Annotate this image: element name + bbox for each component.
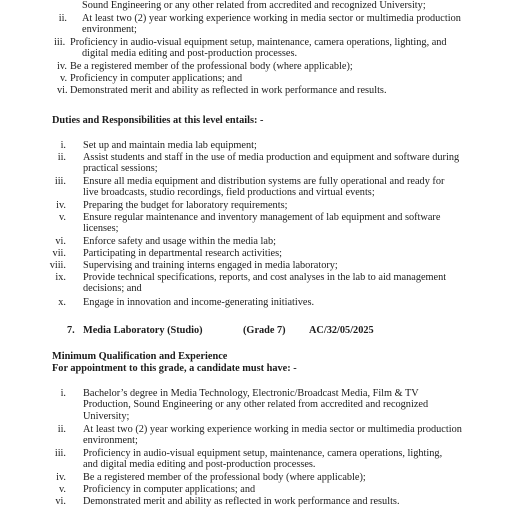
list-item-line: Demonstrated merit and ability as reflected in work performance and results. xyxy=(70,85,387,96)
list-item-line: Demonstrated merit and ability as reflected in work performance and results. xyxy=(83,496,400,507)
list-item-number: iii. xyxy=(54,176,66,187)
list-item-number: ix. xyxy=(55,272,66,283)
list-item-number: iii. xyxy=(54,37,66,48)
list-item-line: digital media editing and post-production processes. xyxy=(82,48,298,59)
position-reference: AC/32/05/2025 xyxy=(309,325,374,336)
list-item-line: Proficiency in computer applications; and xyxy=(70,73,243,84)
list-item-line: Proficiency in audio-visual equipment setup, maintenance, camera operations, lighting, xyxy=(83,448,443,459)
list-item-line: practical sessions; xyxy=(83,163,158,174)
list-item-number: ii. xyxy=(57,152,66,163)
position-title: Media Laboratory (Studio) xyxy=(83,325,203,336)
position-number: 7. xyxy=(67,325,75,336)
list-item-line: Engage in innovation and income-generating initiatives. xyxy=(83,297,315,308)
list-item-line: environment; xyxy=(83,435,138,446)
list-item-line: Ensure all media equipment and distribution systems are fully operational and ready for xyxy=(83,176,445,187)
list-item-line: Production, Sound Engineering or any other related from accredited and recognized xyxy=(83,399,429,410)
list-item-line: Assist students and staff in the use of media production and equipment and software during xyxy=(83,152,460,163)
list-item-number: vi. xyxy=(55,236,66,247)
list-item-text: Sound Engineering or any other related from accredited and recognized University; xyxy=(82,0,426,11)
list-item-line: At least two (2) year working experience working in media sector or multimedia production xyxy=(83,424,462,435)
list-item-line: licenses; xyxy=(83,223,119,234)
list-item-number: iv. xyxy=(57,61,67,72)
qualification-heading: Minimum Qualification and Experience xyxy=(52,351,228,362)
list-item-number: x. xyxy=(58,297,66,308)
list-item-line: decisions; and xyxy=(83,283,142,294)
list-item-line: and digital media editing and post-production processes. xyxy=(83,459,316,470)
list-item-line: Set up and maintain media lab equipment; xyxy=(83,140,257,151)
list-item-number: vi. xyxy=(55,496,66,507)
list-item-number: i. xyxy=(60,140,66,151)
list-item-number: v. xyxy=(58,212,66,223)
position-grade: (Grade 7) xyxy=(243,325,286,336)
list-item-line: Proficiency in computer applications; and xyxy=(83,484,256,495)
list-item-line: Enforce safety and usage within the media lab; xyxy=(83,236,276,247)
list-item-line: University; xyxy=(83,411,130,422)
list-item-number: viii. xyxy=(49,260,66,271)
list-item-line: Be a registered member of the professional body (where applicable); xyxy=(70,61,353,72)
list-item-number: vii. xyxy=(52,248,66,259)
list-item-line: Participating in departmental research activities; xyxy=(83,248,282,259)
qualification-subheading: For appointment to this grade, a candidate must have: - xyxy=(52,363,297,374)
list-item-line: Supervising and training interns engaged in media laboratory; xyxy=(83,260,338,271)
list-item-number: v. xyxy=(58,484,66,495)
list-item-line: live broadcasts, studio recordings, field productions and virtual events; xyxy=(83,187,375,198)
list-item-number: ii. xyxy=(58,13,67,24)
list-item-line: Preparing the budget for laboratory requirements; xyxy=(83,200,288,211)
duties-heading: Duties and Responsibilities at this level entails: - xyxy=(52,115,264,126)
list-item-line: Provide technical specifications, reports, and cost analyses in the lab to aid management xyxy=(83,272,447,283)
list-item-line: Bachelor’s degree in Media Technology, Electronic/Broadcast Media, Film & TV xyxy=(83,388,419,399)
list-item-line: Proficiency in audio-visual equipment setup, maintenance, camera operations, lighting, and xyxy=(70,37,447,48)
list-item-number: i. xyxy=(60,388,66,399)
list-item-number: vi. xyxy=(57,85,68,96)
list-item-line: environment; xyxy=(82,24,137,35)
list-item xyxy=(82,0,527,12)
list-item-number: iv. xyxy=(56,200,66,211)
list-item-number: ii. xyxy=(57,424,66,435)
list-item-number: v. xyxy=(60,73,68,84)
list-item-number: iii. xyxy=(54,448,66,459)
list-item-line: At least two (2) year working experience working in media sector or multimedia production xyxy=(82,13,461,24)
list-item-line: Be a registered member of the professional body (where applicable); xyxy=(83,472,366,483)
list-item-number: iv. xyxy=(56,472,66,483)
list-item-line: Ensure regular maintenance and inventory management of lab equipment and software xyxy=(83,212,441,223)
